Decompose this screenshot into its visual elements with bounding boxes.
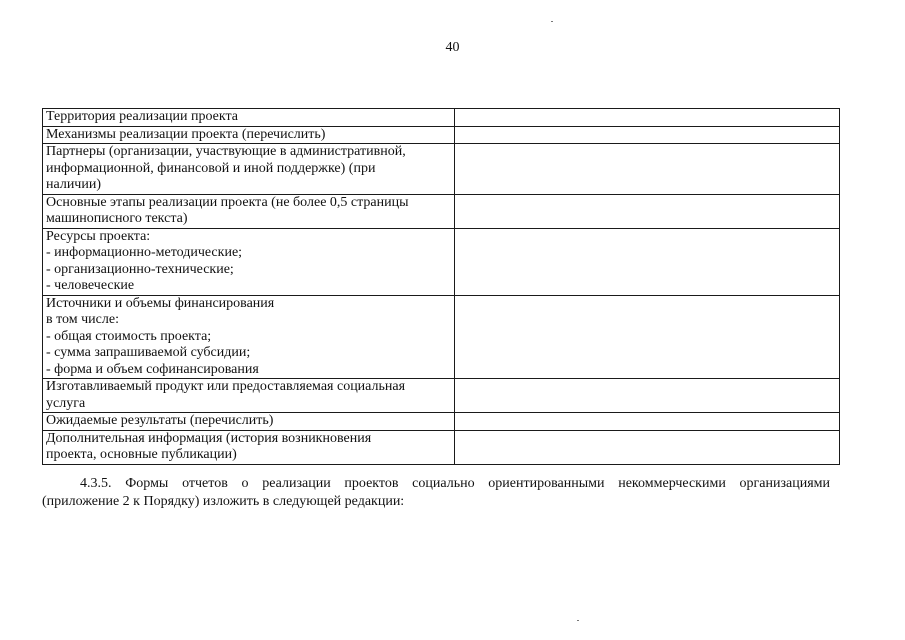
- row-label-line: Механизмы реализации проекта (перечислить): [46, 126, 326, 142]
- row-value-cell[interactable]: [455, 144, 840, 195]
- row-label-line: Территория реализации проекта: [46, 109, 239, 124]
- row-label-cell: [43, 126, 455, 144]
- row-label-line: - человеческие: [46, 278, 135, 293]
- row-label-cell: [43, 295, 455, 379]
- table-row: [43, 379, 840, 413]
- row-label-cell: [43, 430, 455, 464]
- row-label-cell: [43, 228, 455, 295]
- row-label-line: Ресурсы проекта:: [46, 228, 151, 244]
- row-label-line: - организационно-технические;: [46, 261, 234, 277]
- table-row: [43, 194, 840, 228]
- row-value-cell[interactable]: [455, 430, 840, 464]
- row-label-line: наличии): [46, 177, 101, 192]
- page-number: 40: [445, 40, 460, 55]
- row-value-cell[interactable]: [455, 109, 840, 127]
- row-label-cell: [43, 413, 455, 431]
- row-label-line: Ожидаемые результаты (перечислить): [46, 413, 274, 428]
- row-label-cell: [43, 144, 455, 195]
- row-label-line: Изготавливаемый продукт или предоставляемая социальная: [46, 379, 406, 394]
- row-label-cell: [43, 379, 455, 413]
- row-value-cell[interactable]: [455, 295, 840, 379]
- project-info-table: [42, 108, 840, 465]
- row-label-line: машинописного текста): [46, 211, 188, 226]
- row-label-line: Партнеры (организации, участвующие в административной,: [46, 144, 406, 159]
- row-label-line: Дополнительная информация (история возникновения: [46, 430, 372, 446]
- row-value-cell[interactable]: [455, 194, 840, 228]
- row-value-cell[interactable]: [455, 379, 840, 413]
- row-label-line: - форма и объем софинансирования: [46, 361, 259, 377]
- paragraph-line-2: (приложение 2 к Порядку) изложить в следующей редакции:: [42, 494, 405, 509]
- row-label-line: Основные этапы реализации проекта (не более 0,5 страницы: [46, 194, 409, 210]
- table-body: [43, 109, 840, 465]
- table-row: [43, 430, 840, 464]
- row-label-line: Источники и объемы финансирования: [46, 295, 275, 311]
- table-row: [43, 413, 840, 431]
- row-value-cell[interactable]: [455, 228, 840, 295]
- table-row: [43, 144, 840, 195]
- row-label-line: - общая стоимость проекта;: [46, 328, 212, 344]
- row-value-cell[interactable]: [455, 126, 840, 144]
- row-label-line: проекта, основные публикации): [46, 447, 237, 462]
- row-label-line: - сумма запрашиваемой субсидии;: [46, 345, 251, 360]
- row-label-line: - информационно-методические;: [46, 245, 243, 260]
- scan-speck: [551, 21, 553, 22]
- row-value-cell[interactable]: [455, 413, 840, 431]
- row-label-cell: [43, 194, 455, 228]
- row-label-cell: [43, 109, 455, 127]
- table-row: [43, 109, 840, 127]
- table-row: [43, 295, 840, 379]
- paragraph-line-1: 4.3.5. Формы отчетов о реализации проектов социально ориентированными некоммерческими организациями: [80, 476, 830, 491]
- row-label-line: информационной, финансовой и иной поддержке) (при: [46, 160, 376, 176]
- row-label-line: в том числе:: [46, 312, 119, 327]
- row-label-line: услуга: [46, 395, 86, 411]
- table-row: [43, 228, 840, 295]
- table-row: [43, 126, 840, 144]
- scan-speck: [577, 620, 579, 621]
- section-paragraph: [42, 475, 830, 511]
